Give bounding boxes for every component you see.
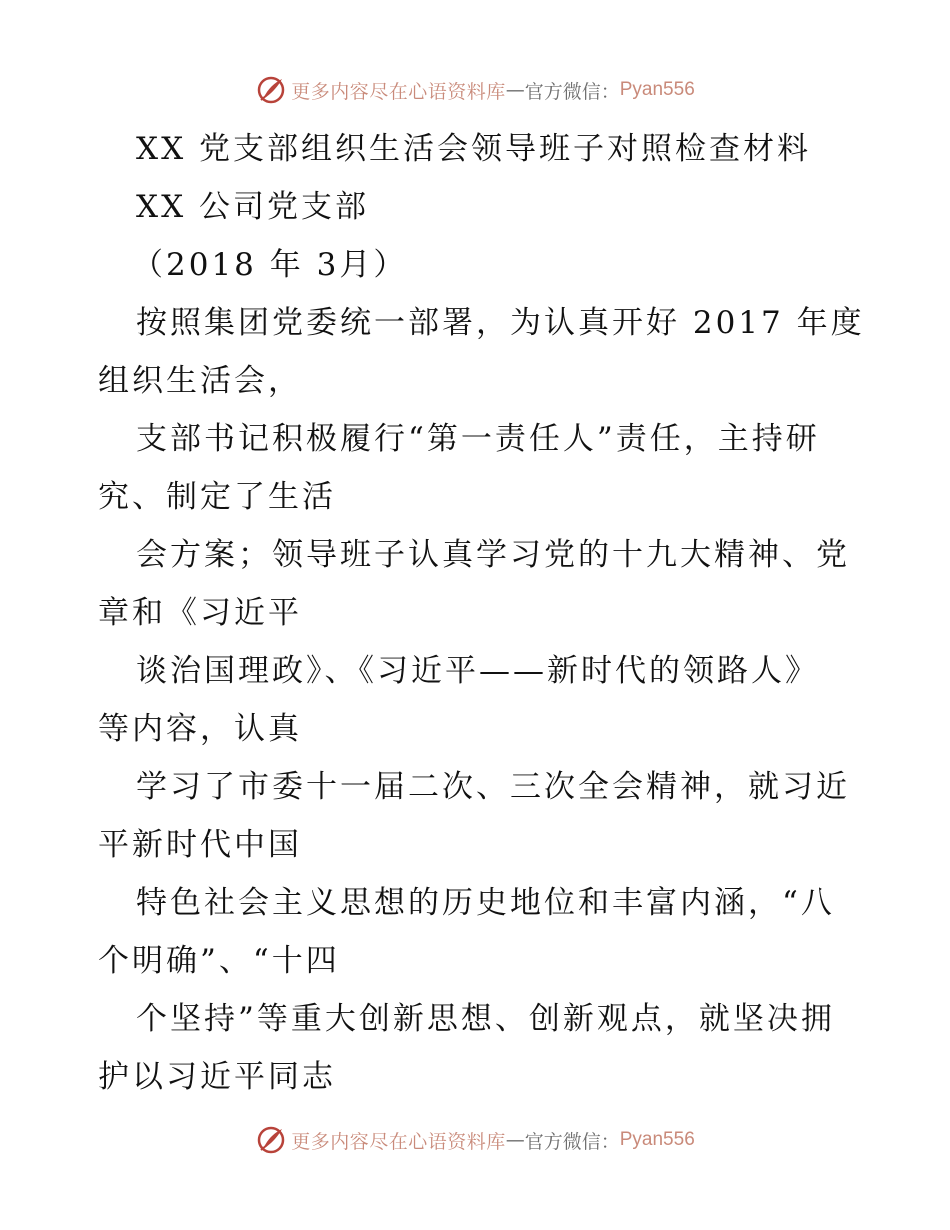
quill-logo-icon <box>255 74 287 106</box>
watermark-site-name: 更多内容尽在心语资料库 <box>291 80 506 103</box>
paragraph-line: 按照集团党委统一部署，为认真开好 2017 年度 <box>136 305 865 341</box>
watermark-dash: — <box>505 1129 525 1151</box>
quill-logo-icon <box>255 1124 287 1156</box>
document-body <box>98 120 865 1106</box>
footer-watermark <box>0 1120 950 1160</box>
document-date: （2018 年 3月） <box>132 247 408 283</box>
paragraph-line: 个坚持”等重大创新思想、创新观点，就坚决拥 <box>136 1001 835 1037</box>
paragraph-line: 学习了市委十一届二次、三次全会精神，就习近 <box>136 769 850 805</box>
watermark-site-name: 更多内容尽在心语资料库 <box>291 1130 506 1153</box>
paragraph-line: 等内容，认真 <box>98 711 302 747</box>
paragraph-line: 平新时代中国 <box>98 827 302 863</box>
paragraph-line: 会方案；领导班子认真学习党的十九大精神、党 <box>136 537 850 573</box>
header-watermark <box>0 70 950 110</box>
paragraph-line: 护以习近平同志 <box>98 1059 336 1095</box>
watermark-wechat-id: Pyan556 <box>619 1129 695 1150</box>
paragraph-line: 特色社会主义思想的历史地位和丰富内涵，“八 <box>136 885 835 921</box>
paragraph-line: 章和《习近平 <box>98 595 302 631</box>
paragraph-line: 究、制定了生活 <box>98 479 336 515</box>
watermark-dash: — <box>505 79 525 101</box>
watermark-official-label: 官方微信： <box>524 80 620 103</box>
watermark-wechat-id: Pyan556 <box>619 79 695 100</box>
paragraph-line: 组织生活会， <box>98 363 302 399</box>
paragraph-line: 个明确”、“十四 <box>98 943 340 979</box>
paragraph-line: 谈治国理政》、《习近平——新时代的领路人》 <box>136 653 819 689</box>
paragraph-line: 支部书记积极履行“第一责任人”责任，主持研 <box>136 421 820 457</box>
watermark-official-label: 官方微信： <box>524 1130 620 1153</box>
document-organization: XX 公司党支部 <box>136 189 369 225</box>
document-title: XX 党支部组织生活会领导班子对照检查材料 <box>136 131 811 167</box>
